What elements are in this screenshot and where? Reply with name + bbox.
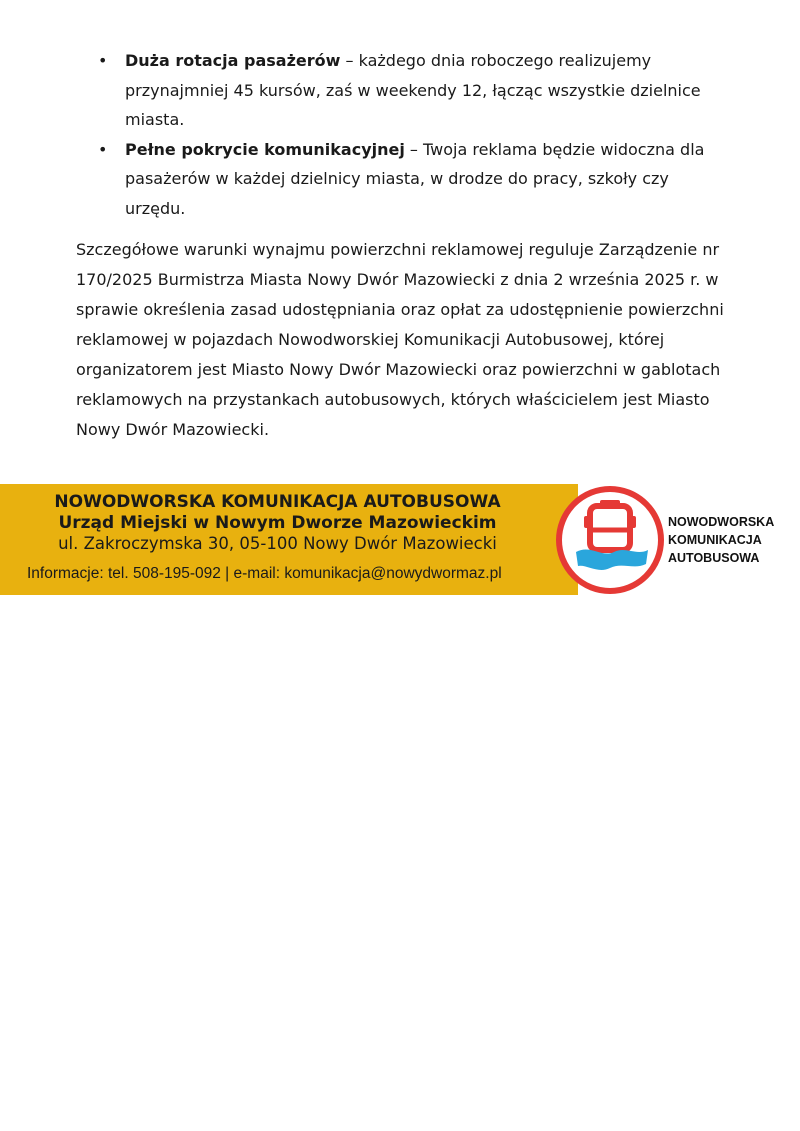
list-item-bold: Duża rotacja pasażerów [125,51,341,70]
list-item [98,46,728,135]
logo-line: KOMUNIKACJA [668,533,762,547]
list-item-bold: Pełne pokrycie komunikacyjnej [125,139,405,159]
footer-banner [0,484,800,595]
banner-address: ul. Zakroczymska 30, 05-100 Nowy Dwór Mazowiecki [58,534,497,553]
logo-line: NOWODWORSKA [668,515,775,529]
banner-subtitle: Urząd Miejski w Nowym Dworze Mazowieckim [58,513,497,533]
list-item-text: – Twoja reklama będzie widoczna dla pasażerów w każdej dzielnicy miasta, w drodze do pracy, szkoły czy urzędu. [125,139,705,218]
logo-wordmark [668,513,774,567]
logo-line: AUTOBUSOWA [668,551,760,565]
banner-title: NOWODWORSKA KOMUNIKACJA AUTOBUSOWA [54,492,501,512]
regulation-paragraph: Szczegółowe warunki wynajmu powierzchni reklamowej reguluje Zarządzenie nr 170/2025 Burmistrza Miasta Nowy Dwór Mazowiecki z dnia 2 września 2025 r. w sprawie określenia zasad udostępniania oraz opłat za udostępnienie powierzchni reklamowej w pojazdach Nowodworskiej Komunikacji Autobusowej, której organizatorem jest Miasto Nowy Dwór Mazowiecki oraz powierzchni w gablotach reklamowych na przystankach autobusowych, których właścicielem jest Miasto Nowy Dwór Mazowiecki. [76,240,724,439]
feature-list [98,46,728,223]
banner-background [0,484,578,595]
bus-logo-icon [556,486,664,594]
list-item-text: – każdego dnia roboczego realizujemy przynajmniej 45 kursów, zaś w weekendy 12, łącząc wszystkie dzielnice miasta. [125,51,701,129]
banner-contact-info: Informacje: tel. 508-195-092 | e-mail: komunikacja@nowydwormaz.pl [27,565,502,582]
list-item [98,135,728,224]
